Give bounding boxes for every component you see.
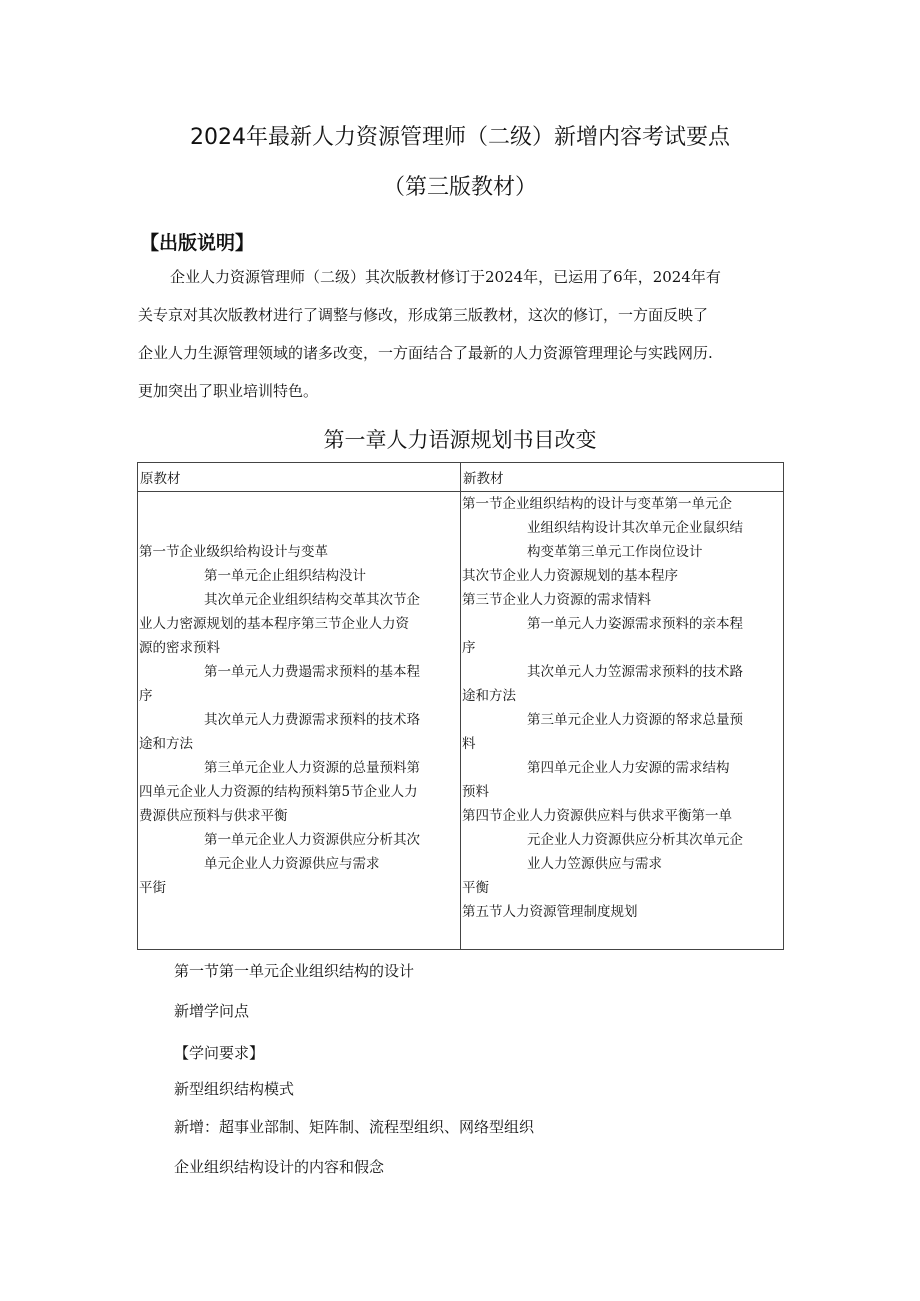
document-subtitle: （第三版教材）	[382, 175, 537, 200]
new-content-list	[461, 492, 781, 924]
table-line: 第一单元企业人力资源供应分析其次	[204, 832, 420, 848]
table-line: 预料	[462, 784, 489, 800]
table-line: 第三单元企业人力资源的帑求总量预	[527, 712, 743, 728]
section-heading: 【出版说明】	[140, 232, 255, 254]
table-line: 第一节企业级织给构设计与变革	[139, 544, 328, 560]
table-line: 其次单元人力笠源需求预料的技术路	[527, 664, 743, 680]
table-line: 第一单元人力费遢需求预料的基本程	[204, 664, 420, 680]
table-line: 第一节企业组织结构的设计与变革第一单元企	[462, 496, 732, 512]
table-line: 平街	[139, 880, 166, 896]
table-line: 平衡	[462, 880, 489, 896]
new-content-cell	[461, 492, 784, 950]
table-line: 料	[462, 736, 476, 752]
table-line: 第三节企业人力资源的需求情料	[462, 592, 651, 608]
table-line: 四单元企业人力资源的结构预料第5节企业人力	[139, 784, 418, 800]
original-content-cell	[138, 492, 461, 950]
intro-paragraph	[138, 258, 788, 410]
table-line: 单元企业人力资源供应与需求	[204, 856, 380, 872]
table-line: 费源供应预料与供求平衡	[139, 808, 288, 824]
chapter-title: 第一章人力语源规划书目改变	[323, 428, 597, 452]
table-line: 第三单元企业人力资源的总量预料第	[204, 760, 420, 776]
intro-line: 企业人力生源管理领域的诸多改变，一方面结合了最新的人力资源管理理论与实践网历.	[138, 344, 713, 362]
table-line: 第一单元企止组织结构没计	[204, 568, 366, 584]
intro-line: 更加突出了职业培训特色。	[138, 382, 319, 400]
table-line: 其次单元人力费源需求预料的技术珞	[204, 712, 420, 728]
table-line: 业组织结构设计其次单元企业鼠织结	[527, 520, 743, 536]
after-line: 第一节第一单元企业组织结构的设计	[174, 962, 415, 980]
after-line: 新增：超事业部制、矩阵制、流程型组织、网络型组织	[174, 1118, 535, 1136]
document-title: 2024年最新人力资源管理师（二级）新增内容考试要点	[190, 125, 730, 150]
table-line: 第四节企业人力资源供应料与供求平衡第一单	[462, 808, 732, 824]
table-line: 序	[139, 688, 153, 704]
table-line: 其次节企业人力资源规划的基本程序	[462, 568, 678, 584]
table-line: 元企业人力资源供应分析其次单元企	[527, 832, 743, 848]
intro-line: 企业人力资源管理师（二级）其次版教材修订于2024年，已运用了6年，2024年有	[170, 268, 721, 286]
table-line: 第五节人力资源管理制度规划	[462, 904, 638, 920]
table-line: 业人力密源规划的基本程序第三节企业人力资	[139, 616, 409, 632]
table-line: 第一单元人力姿源需求预料的亲本程	[527, 616, 743, 632]
after-line: 【学问要求】	[174, 1044, 265, 1062]
original-content-list	[138, 540, 458, 900]
table-line: 第四单元企业人力安源的需求结构	[527, 760, 730, 776]
table-line: 业人力笠源供应与需求	[527, 856, 662, 872]
after-line: 企业组织结构设计的内容和假念	[174, 1158, 385, 1176]
table-line: 源的密求预料	[139, 640, 220, 656]
table-header-original: 原教材	[138, 463, 461, 492]
table-header-new: 新教材	[461, 463, 784, 492]
comparison-table	[137, 462, 784, 950]
intro-line: 关专京对其次版教材进行了调整与修改，形成第三版教材，这次的修订，一方面反映了	[138, 306, 709, 324]
table-line: 构变革第三单元工作岗位设计	[527, 544, 703, 560]
table-line: 其次单元企业组织结构交革其次节企	[204, 592, 420, 608]
after-line: 新型组织结构模式	[174, 1080, 295, 1098]
after-line: 新增学问点	[174, 1002, 250, 1020]
table-line: 序	[462, 640, 476, 656]
table-line: 途和方法	[462, 688, 516, 704]
table-line: 途和方法	[139, 736, 193, 752]
